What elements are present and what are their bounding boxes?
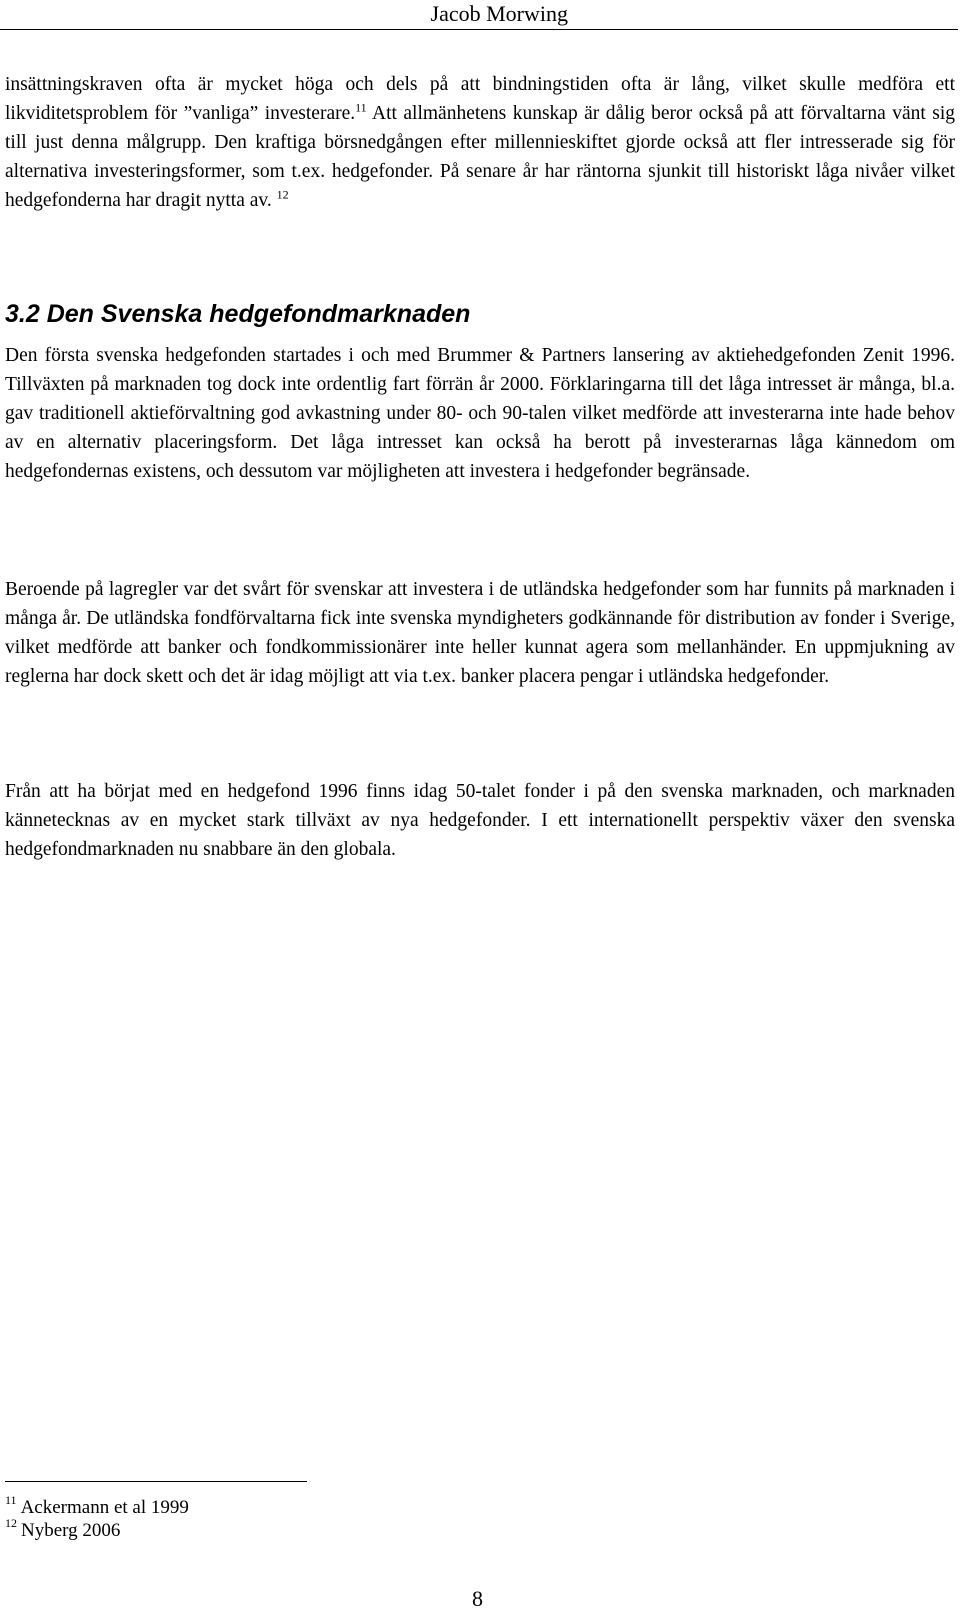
footnote-11-number: 11 bbox=[5, 1492, 17, 1507]
footnote-12-text: Nyberg 2006 bbox=[21, 1520, 121, 1541]
footnote-rule bbox=[5, 1481, 307, 1482]
paragraph-regulations: Beroende på lagregler var det svårt för svenskar att investera i de utländska hedgefonder som har funnits på marknaden i många år. De utländska fondförvaltarna fick inte svenska myndigheters godkännande för distribution av fonder i Sverige, vilket medförde att banker och fondkommissionärer inte heller kunnat agera som mellanhänder. En uppmjukning av reglerna har dock skett och det är idag möjligt att via t.ex. banker placera pengar i utländska hedgefonder. bbox=[5, 579, 955, 687]
footnote-11-text: Ackermann et al 1999 bbox=[20, 1497, 189, 1518]
paragraph-growth: Från att ha börjat med en hedgefond 1996 finns idag 50-talet fonder i på den svenska marknaden, och marknaden kännetecknas av en mycket stark tillväxt av nya hedgefonder. I ett internationellt perspektiv växer den svenska hedgefondmarknaden nu snabbare än den globala. bbox=[5, 781, 955, 860]
paragraph-intro bbox=[5, 70, 955, 215]
section-heading: 3.2 Den Svenska hedgefondmarknaden bbox=[5, 300, 471, 328]
page-number: 8 bbox=[472, 1586, 483, 1611]
paragraph-first-hedgefund: Den första svenska hedgefonden startades i och med Brummer & Partners lansering av aktiehedgefonden Zenit 1996. Tillväxten på marknaden tog dock inte ordentlig fart förrän år 2000. Förklaringarna till det låga intresset är många, bl.a. gav traditionell aktieförvaltning god avkastning under 80- och 90-talen vilket medförde att investerarna inte hade behov av en alternativ placeringsform. Det låga intresset kan också ha berott på investerarnas låga kännedom om hedgefondernas existens, och dessutom var möjligheten att investera i hedgefonder begränsade. bbox=[5, 345, 955, 482]
paragraph-intro-text-b: Att allmänhetens kunskap är dålig beror också på att förvaltarna vänt sig till just denna målgrupp. Den kraftiga börsnedgången efter millennieskiftet gjorde också att fler intresserade sig för alternativa investeringsformer, som t.ex. hedgefonder. På senare år har räntorna sjunkit till historiskt låga nivåer vilket hedgefonderna har dragit nytta av. bbox=[5, 103, 955, 211]
footnote-ref-11: 11 bbox=[355, 100, 367, 115]
footnote-ref-12: 12 bbox=[276, 187, 289, 202]
header-rule bbox=[0, 29, 958, 30]
header-title: Jacob Morwing bbox=[430, 1, 568, 26]
page-header bbox=[0, 0, 960, 28]
footnote-12-number: 12 bbox=[5, 1515, 17, 1530]
footnote-11 bbox=[5, 1492, 189, 1520]
paragraph-intro-text-a: insättningskraven ofta är mycket höga och dels på att bindningstiden ofta är lång, vilket skulle medföra ett likviditetsproblem för ”vanliga” investerare. bbox=[5, 74, 955, 124]
footnote-12 bbox=[5, 1515, 121, 1543]
